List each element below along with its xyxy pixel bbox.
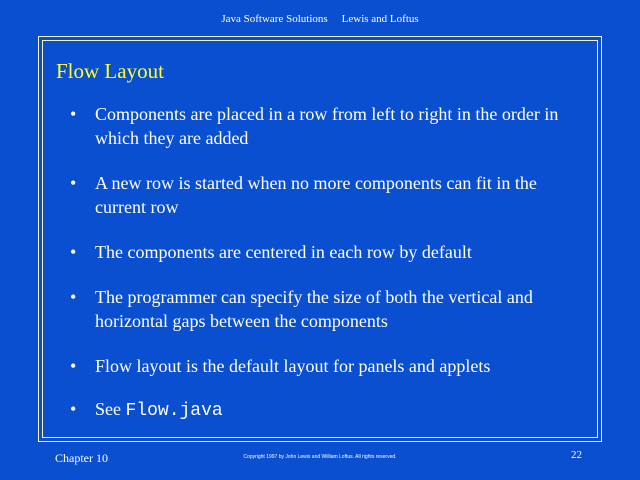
bullet-text: Components are placed in a row from left to right in the order in which they are added bbox=[95, 104, 559, 148]
bullet-item bbox=[70, 102, 590, 150]
bullet-item bbox=[70, 171, 590, 219]
bullet-item bbox=[70, 285, 590, 333]
bullet-marker: • bbox=[70, 356, 77, 376]
code-filename: Flow.java bbox=[125, 401, 223, 421]
bullet-marker: • bbox=[70, 287, 77, 307]
slide-title: Flow Layout bbox=[56, 59, 164, 83]
bullet-marker: • bbox=[70, 242, 77, 262]
book-title: Java Software Solutions bbox=[221, 13, 328, 25]
bullet-text-prefix: See bbox=[95, 399, 126, 419]
bullet-text bbox=[95, 397, 590, 423]
bullet-item bbox=[70, 354, 590, 378]
authors: Lewis and Loftus bbox=[341, 13, 419, 25]
copyright-notice: Copyright 1997 by John Lewis and William Loftus. All rights reserved. bbox=[243, 454, 397, 460]
chapter-label: Chapter 10 bbox=[55, 451, 108, 465]
bullet-marker: • bbox=[70, 399, 77, 419]
page-number: 22 bbox=[571, 449, 582, 461]
bullet-text: Flow layout is the default layout for panels and applets bbox=[95, 356, 491, 376]
bullet-item bbox=[70, 397, 590, 423]
bullet-text: A new row is started when no more components can fit in the current row bbox=[95, 173, 537, 217]
bullet-item bbox=[70, 240, 590, 264]
bullet-list bbox=[70, 102, 590, 423]
slide-header bbox=[0, 12, 640, 26]
bullet-marker: • bbox=[70, 104, 77, 124]
bullet-text: The components are centered in each row by default bbox=[95, 242, 472, 262]
bullet-marker: • bbox=[70, 173, 77, 193]
bullet-text: The programmer can specify the size of both the vertical and horizontal gaps between the components bbox=[95, 287, 533, 331]
